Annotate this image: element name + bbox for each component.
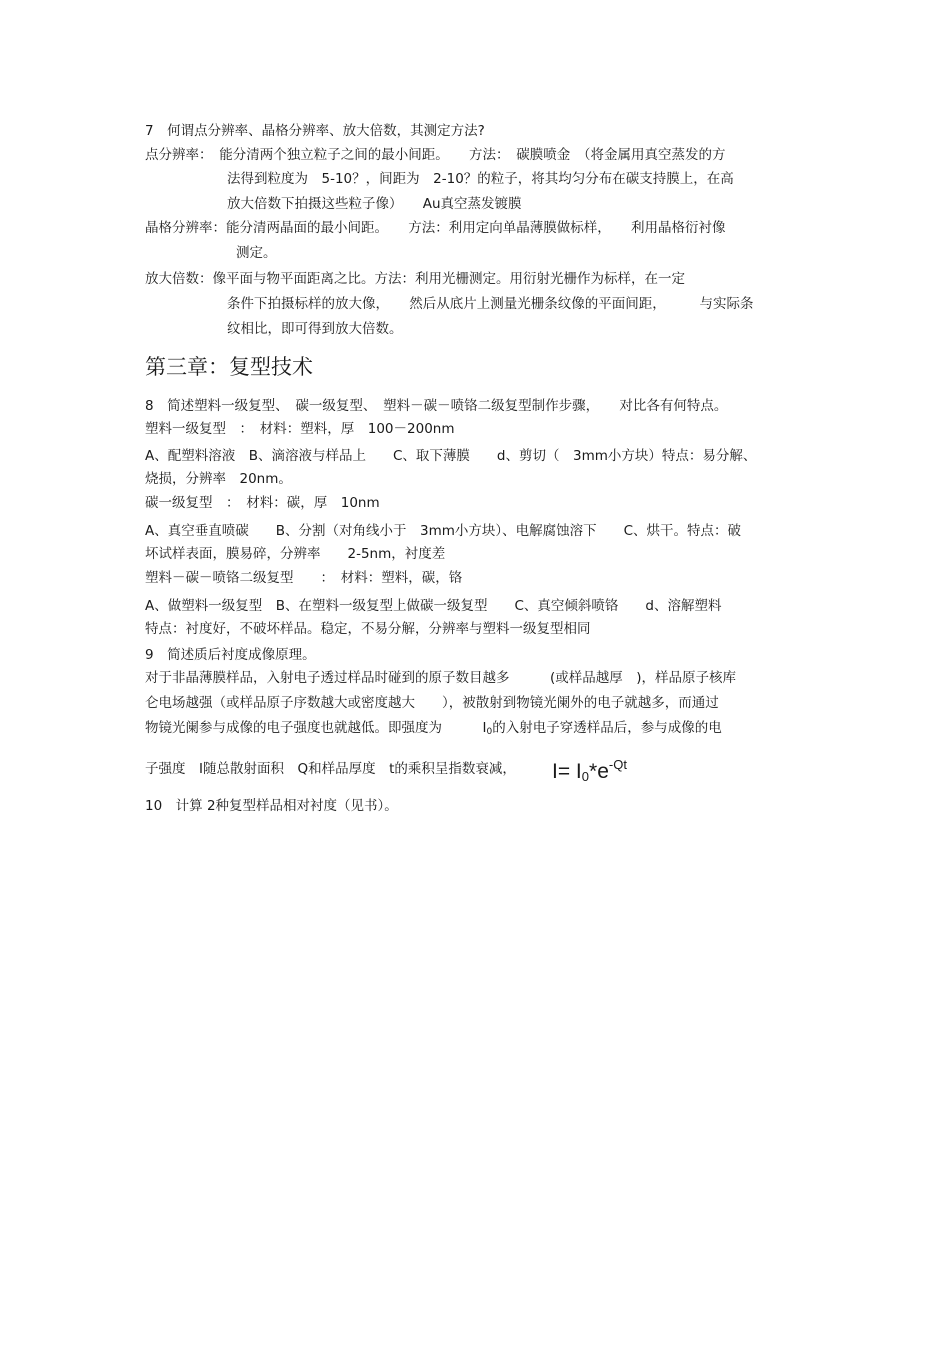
lattice-resolution-line-2: 测定。: [236, 245, 277, 261]
attenuation-formula: $I= I_0*e^{-Qt}$: [552, 757, 627, 784]
question-9-title: 9 简述质后衬度成像原理。: [145, 647, 316, 663]
point-resolution-line-1: 点分辨率： 能分清两个独立粒子之间的最小间距。 方法： 碳膜喷金 （将金属用真空蒸发的方: [145, 147, 726, 163]
carbon-replica-features: 坏试样表面，膜易碎，分辨率 2-5nm，衬度差: [145, 546, 446, 562]
contrast-principle-line-1: 对于非晶薄膜样品，入射电子透过样品时碰到的原子数目越多 (或样品越厚 )，样品原子核库: [145, 670, 737, 686]
point-resolution-line-2: 法得到粒度为 5-10？，间距为 2-10？的粒子，将其均匀分布在碳支持膜上，在高: [227, 171, 734, 187]
question-7-title: 7 何谓点分辨率、晶格分辨率、放大倍数，其测定方法?: [145, 123, 485, 139]
contrast-principle-line-2: 仑电场越强（或样品原子序数越大或密度越大 ），被散射到物镜光阑外的电子就越多，而通过: [145, 695, 719, 711]
contrast-principle-line-4: 子强度 I随总散射面积 Q和样品厚度 t的乘积呈指数衰减，: [145, 761, 516, 777]
carbon-replica-header: 碳一级复型 ： 材料：碳，厚 10nm: [145, 495, 380, 511]
point-resolution-line-3: 放大倍数下拍摄这些粒子像） Au真空蒸发镀膜: [227, 196, 522, 212]
carbon-replica-steps: A、真空垂直喷碳 B、分割（对角线小于 3mm小方块）、电解腐蚀溶下 C、烘干。特点：破: [145, 523, 742, 539]
magnification-line-3: 纹相比，即可得到放大倍数。: [227, 321, 403, 337]
plastic-replica-header: 塑料一级复型 ： 材料：塑料，厚 100－200nm: [145, 421, 455, 437]
inline-i0-symbol: $I_0$: [482, 720, 493, 737]
line-3-prefix: 物镜光阑参与成像的电子强度也就越低。即强度为: [145, 720, 483, 736]
secondary-replica-header: 塑料－碳－喷铬二级复型 ： 材料：塑料，碳，铬: [145, 570, 463, 586]
plastic-replica-steps: A、配塑料溶液 B、滴溶液与样品上 C、取下薄膜 d、剪切（ 3mm小方块）特点：易分解、: [145, 448, 757, 464]
magnification-line-2: 条件下拍摄标样的放大像， 然后从底片上测量光栅条纹像的平面间距， 与实际条: [227, 296, 754, 312]
contrast-principle-line-3: [145, 719, 722, 741]
question-10-title: 10 计算 2种复型样品相对衬度（见书）。: [145, 798, 398, 814]
lattice-resolution-line-1: 晶格分辨率：能分清两晶面的最小间距。 方法：利用定向单晶薄膜做标样， 利用晶格衍衬像: [145, 220, 726, 236]
question-8-title: 8 简述塑料一级复型、 碳一级复型、 塑料－碳－喷铬二级复型制作步骤， 对比各有何特点。: [145, 398, 728, 414]
chapter-3-heading: 第三章：复型技术: [145, 355, 313, 379]
line-3-suffix: 的入射电子穿透样品后，参与成像的电: [492, 720, 722, 736]
magnification-line-1: 放大倍数：像平面与物平面距离之比。方法：利用光栅测定。用衍射光栅作为标样，在一定: [145, 271, 685, 287]
secondary-replica-steps: A、做塑料一级复型 B、在塑料一级复型上做碳一级复型 C、真空倾斜喷铬 d、溶解塑料: [145, 598, 722, 614]
plastic-replica-features: 烧损，分辨率 20nm。: [145, 471, 292, 487]
secondary-replica-features: 特点：衬度好，不破坏样品。稳定，不易分解，分辨率与塑料一级复型相同: [145, 621, 591, 637]
